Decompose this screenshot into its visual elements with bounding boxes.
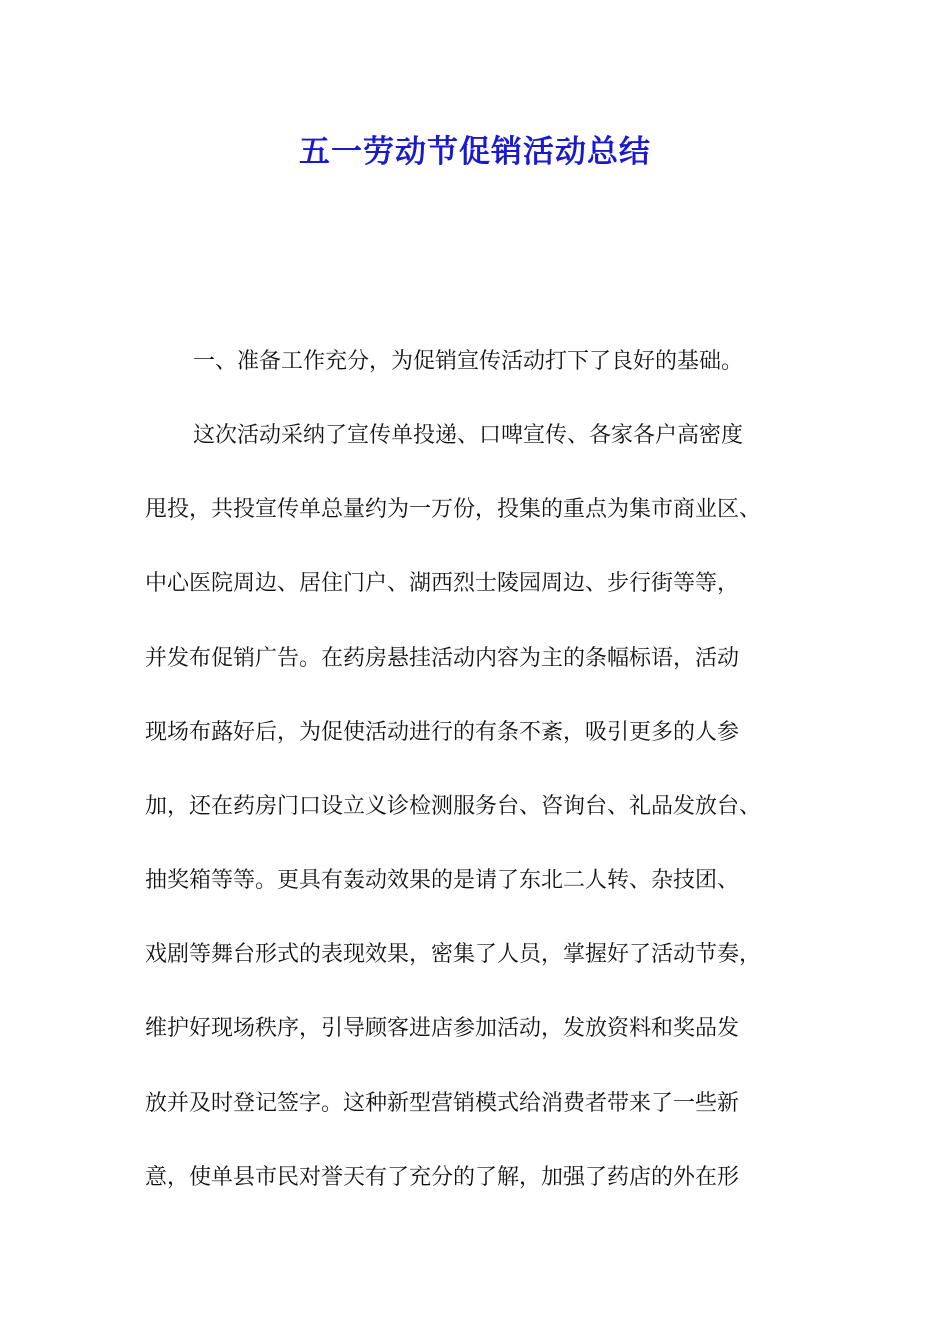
- paragraph-line: 维护好现场秩序，引导顾客进店参加活动，发放资料和奖品发: [145, 1016, 740, 1041]
- paragraph-line: 放并及时登记签字。这种新型营销模式给消费者带来了一些新: [145, 1091, 740, 1116]
- paragraph-line: 现场布蕗好后，为促使活动进行的有条不紊，吸引更多的人参: [145, 720, 740, 745]
- paragraph-line: 这次活动采纳了宣传单投递、口啤宣传、各家各户高密度: [193, 423, 744, 448]
- paragraph-line: 中心医院周边、居住门户、湖西烈士陵园周边、步行街等等，: [145, 571, 740, 596]
- paragraph-line: 戏剧等舞台形式的表现效果，密集了人员，掌握好了活动节奏，: [145, 942, 762, 967]
- paragraph-line: 甩投，共投宣传单总量约为一万份，投集的重点为集市商业区、: [145, 497, 762, 522]
- section-heading: 一、准备工作充分，为促销宣传活动打下了良好的基础。: [193, 349, 744, 374]
- paragraph-line: 意，使单县市民对誉天有了充分的了解，加强了药店的外在形: [145, 1165, 740, 1190]
- paragraph-line: 抽奖箱等等。更具有轰动效果的是请了东北二人转、杂技团、: [145, 868, 740, 893]
- document-title: 五一劳动节促销活动总结: [299, 134, 651, 170]
- paragraph-line: 并发布促销广告。在药房悬挂活动内容为主的条幅标语，活动: [145, 646, 740, 671]
- paragraph-line: 加，还在药房门口设立义诊检测服务台、咨询台、礼品发放台、: [145, 794, 762, 819]
